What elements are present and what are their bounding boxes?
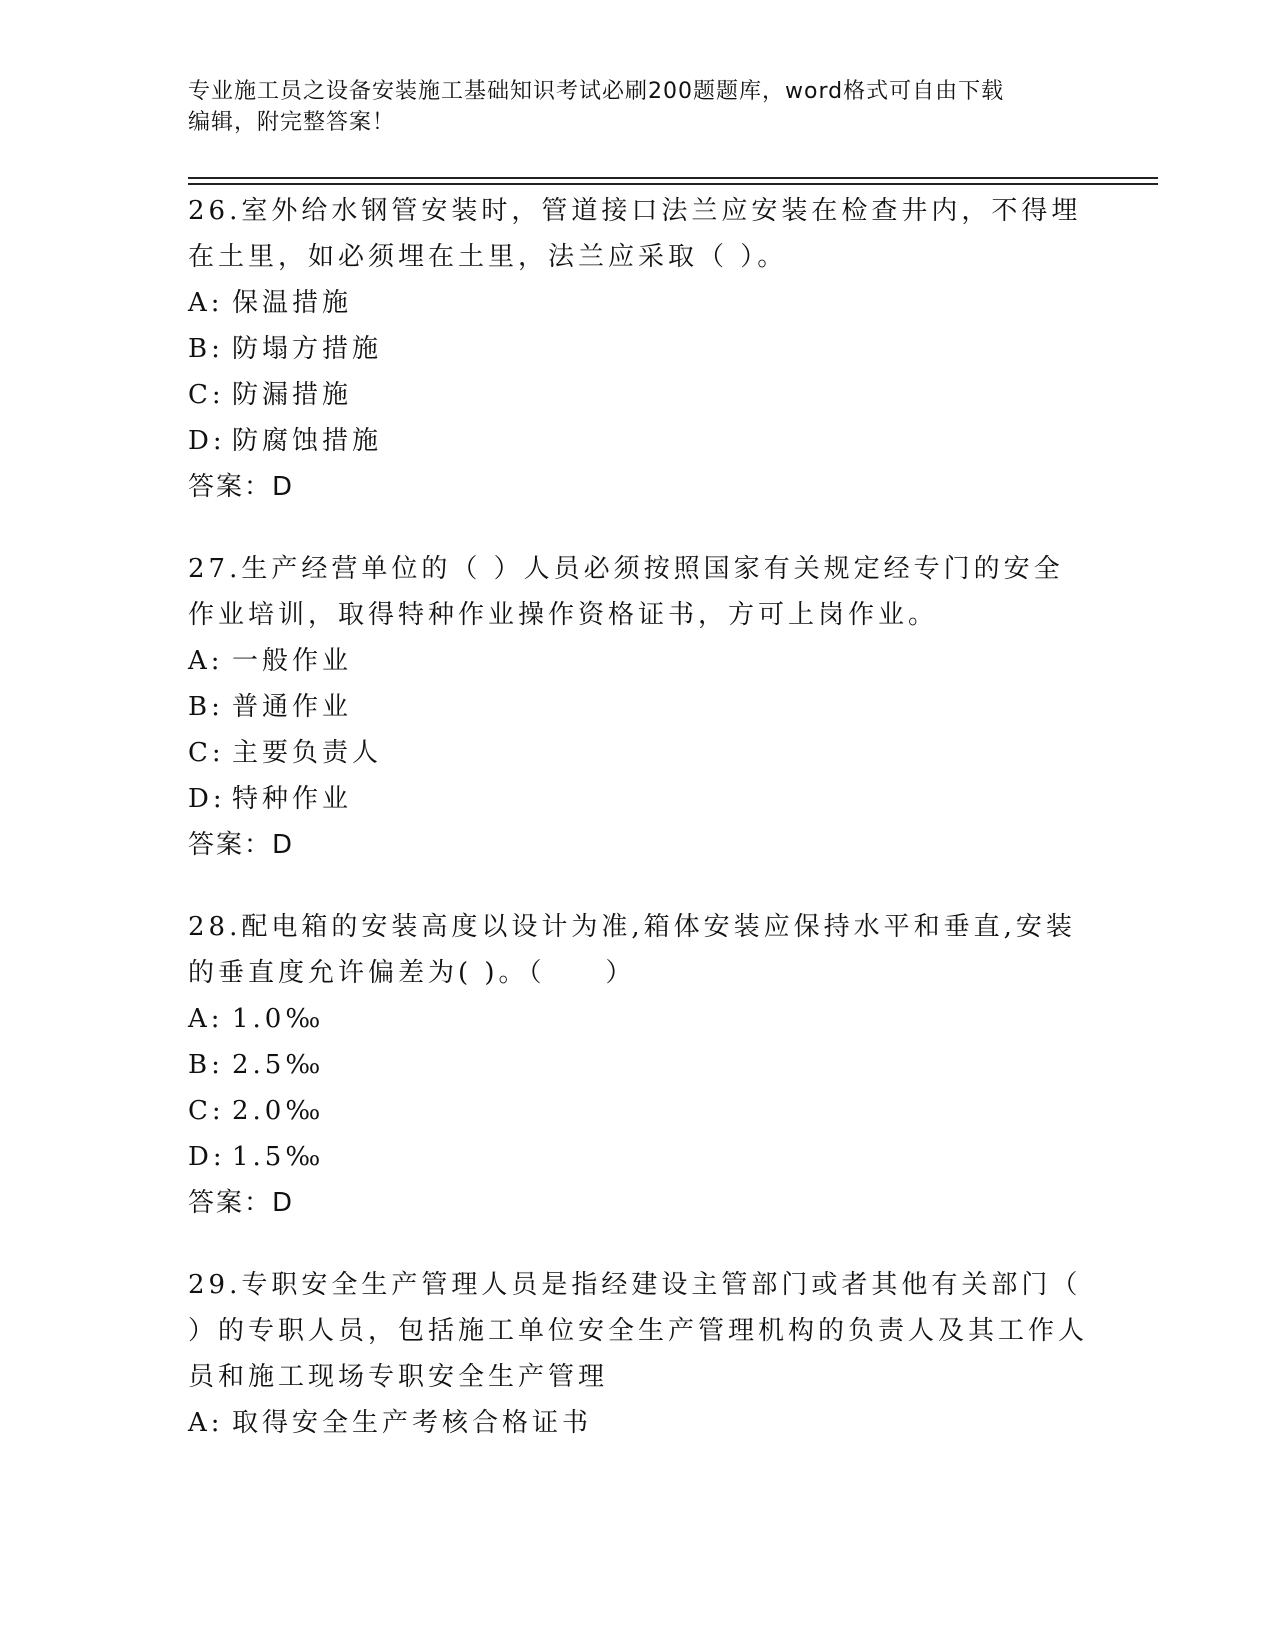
option-letter: A: [188,1408,224,1438]
header-divider-top [188,177,1158,179]
header-divider-bottom [188,183,1158,185]
option-text: 防塌方措施 [232,334,383,364]
option-text: 1.5‰ [232,1142,325,1172]
option-a [188,1400,1088,1446]
answer: 答案：D [188,830,295,860]
option-text: 取得安全生产考核合格证书 [232,1408,593,1438]
option-a [188,638,1088,684]
question-text: 29.专职安全生产管理人员是指经建设主管部门或者其他有关部门（ ）的专职人员，包括施工单位安全生产管理机构的负责人及其工作人员和施工现场专职安全生产管理 [188,1270,1089,1392]
option-letter: C: [188,1096,225,1126]
option-letter: A: [188,646,224,676]
question-text: 27.生产经营单位的（ ）人员必须按照国家有关规定经专门的安全作业培训，取得特种作业操作资格证书，方可上岗作业。 [188,554,1064,630]
option-text: 普通作业 [232,692,353,722]
option-letter: B: [188,334,224,364]
option-text: 防腐蚀措施 [232,426,383,456]
option-text: 防漏措施 [232,380,353,410]
option-text: 保温措施 [232,288,353,318]
option-letter: A: [188,288,224,318]
option-letter: A: [188,1004,224,1034]
option-letter: D: [188,784,226,814]
option-c [188,730,1088,776]
question-text: 26.室外给水钢管安装时，管道接口法兰应安装在检查井内，不得埋在土里，如必须埋在土里，法兰应采取（ ）。 [188,196,1082,272]
option-c [188,1088,1088,1134]
question-text: 28.配电箱的安装高度以设计为准,箱体安装应保持水平和垂直,安装的垂直度允许偏差为( )。（ ） [188,912,1076,988]
option-letter: B: [188,692,224,722]
header-line-2: 编辑，附完整答案！ [188,110,396,135]
option-d [188,776,1088,822]
question-29 [188,1262,1088,1446]
option-d [188,1134,1088,1180]
option-text: 主要负责人 [232,738,383,768]
option-text: 特种作业 [232,784,353,814]
option-letter: C: [188,738,225,768]
option-text: 一般作业 [232,646,353,676]
option-text: 1.0‰ [232,1004,325,1034]
option-letter: C: [188,380,225,410]
option-a [188,996,1088,1042]
answer: 答案：D [188,472,295,502]
option-text: 2.5‰ [232,1050,325,1080]
option-b [188,1042,1088,1088]
question-28 [188,904,1088,1226]
option-c [188,372,1088,418]
option-d [188,418,1088,464]
option-a [188,280,1088,326]
option-letter: D: [188,1142,226,1172]
question-27 [188,546,1088,868]
document-header [188,76,1088,138]
option-letter: D: [188,426,226,456]
option-text: 2.0‰ [232,1096,325,1126]
header-line-1: 专业施工员之设备安装施工基础知识考试必刷200题题库，word格式可自由下载 [188,79,1005,104]
option-b [188,326,1088,372]
answer: 答案：D [188,1188,295,1218]
option-letter: B: [188,1050,224,1080]
question-26 [188,188,1088,510]
option-b [188,684,1088,730]
